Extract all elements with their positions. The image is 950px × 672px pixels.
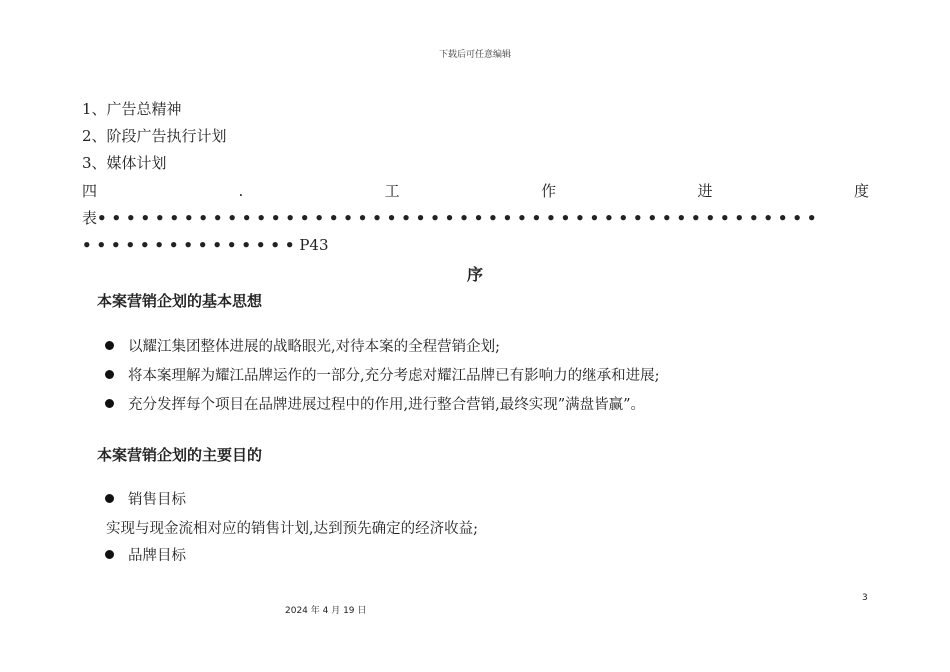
toc-item-4-char: 工: [384, 182, 400, 200]
bullet-icon: [105, 399, 114, 408]
toc-page-ref: P43: [299, 236, 329, 254]
toc-item-4-char: 四: [82, 182, 98, 200]
subsection-heading: 本案营销企划的基本思想: [97, 292, 263, 310]
header-note: 下载后可任意编辑: [438, 50, 511, 60]
footer-date: 2024 年 4 月 19 日: [285, 606, 367, 616]
toc-item-4-heading: [82, 181, 869, 201]
toc-item-4-continuation: 表: [82, 209, 98, 227]
bullet-icon: [105, 550, 114, 559]
toc-item-2: 2、阶段广告执行计划: [82, 127, 227, 145]
toc-item-4-char: 作: [541, 182, 557, 200]
bullet-icon: [105, 341, 114, 350]
body-paragraph: 实现与现金流相对应的销售计划,达到预先确定的经济收益;: [106, 521, 478, 537]
toc-item-4-leader-line: [82, 208, 869, 228]
list-item: [105, 337, 500, 357]
list-item: [105, 395, 645, 415]
toc-item-1: 1、广告总精神: [82, 100, 182, 118]
page-number: 3: [862, 593, 868, 603]
list-item-text: 充分发挥每个项目在品牌进展过程中的作用,进行整合营销,最终实现”满盘皆赢”。: [128, 397, 646, 413]
toc-item-4-char: 度: [853, 182, 869, 200]
section-title: 序: [466, 265, 483, 284]
dot-leader: •••••••••••••••: [82, 236, 300, 254]
list-item-text: 品牌目标: [128, 548, 186, 564]
bullet-icon: [105, 370, 114, 379]
toc-item-4-page-line: [82, 235, 869, 255]
list-item-text: 将本案理解为耀江品牌运作的一部分,充分考虑对耀江品牌已有影响力的继承和进展;: [128, 368, 660, 384]
toc-item-4-char: .: [238, 182, 244, 200]
list-item: [105, 546, 186, 566]
bullet-icon: [105, 494, 114, 503]
list-item: [105, 490, 186, 510]
list-item-text: 以耀江集团整体进展的战略眼光,对待本案的全程营销企划;: [128, 339, 500, 355]
list-item-text: 销售目标: [128, 492, 186, 508]
toc-item-4-char: 进: [697, 182, 713, 200]
toc-item-3: 3、媒体计划: [82, 154, 167, 172]
list-item: [105, 366, 660, 386]
dot-leader: ••••••••••••••••••••••••••••••••••••••••••••••••••: [97, 209, 822, 227]
subsection-heading: 本案营销企划的主要目的: [97, 446, 263, 464]
